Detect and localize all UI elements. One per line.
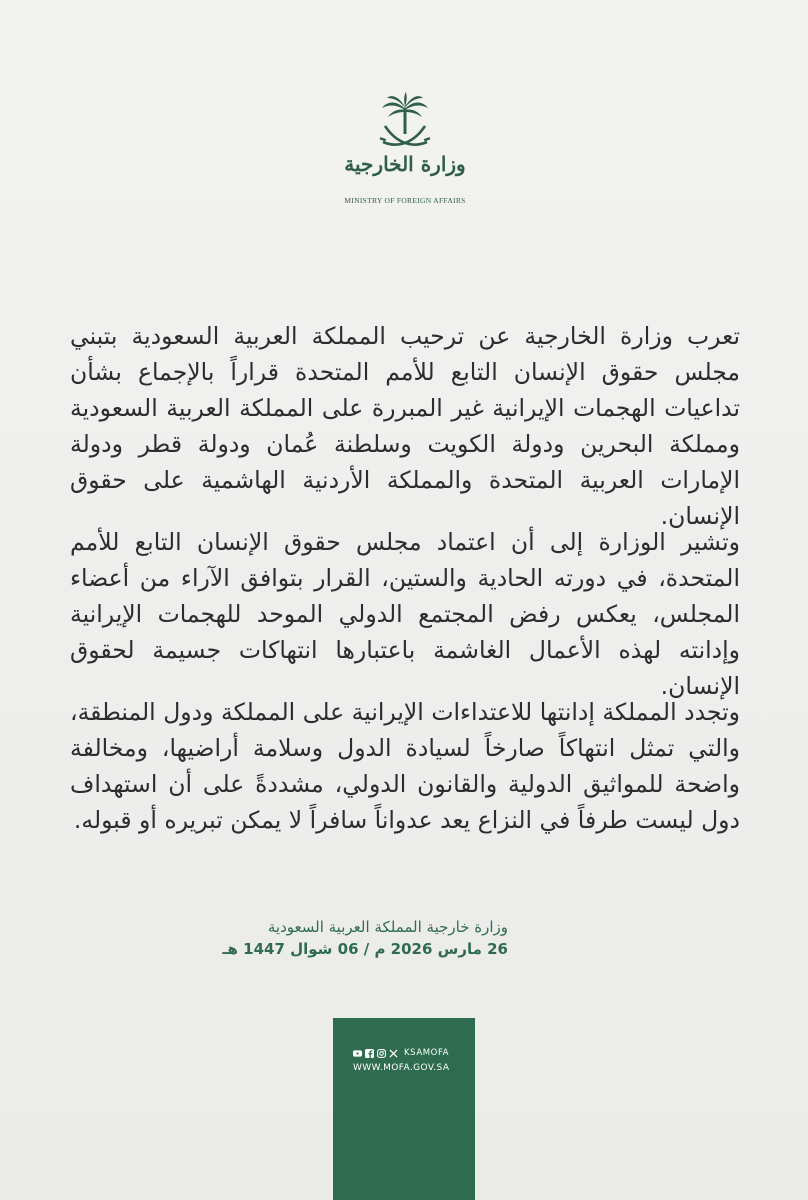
paragraph-1: تعرب وزارة الخارجية عن ترحيب المملكة العربية السعودية بتبني مجلس حقوق الإنسان التابع للأمم المتحدة قراراً بالإجماع بشأن تداعيات الهجمات الإيرانية غير المبررة على المملكة العربية السعودية ومملكة البحرين ودولة الكويت وسلطنة عُمان ودولة قطر ودولة الإمارات العربية المتحدة والمملكة الأردنية الهاشمية على حقوق الإنسان. xyxy=(70,322,740,530)
website-link[interactable]: WWW.MOFA.GOV.SA xyxy=(353,1063,450,1073)
ministry-name-arabic: وزارة الخارجية xyxy=(344,152,466,176)
facebook-icon[interactable] xyxy=(365,1049,374,1058)
paragraph-2: وتشير الوزارة إلى أن اعتماد مجلس حقوق الإنسان التابع للأمم المتحدة، في دورته الحادية والستين، القرار بتوافق الآراء من أعضاء المجلس، يعكس رفض المجتمع الدولي الموحد للهجمات الإيرانية وإدانته لهذه الأعمال الغاشمة باعتبارها انتهاكات جسيمة لحقوق الإنسان. xyxy=(70,528,740,700)
footer-panel xyxy=(333,1018,475,1200)
paragraph-3: وتجدد المملكة إدانتها للاعتداءات الإيرانية على المملكة ودول المنطقة، والتي تمثل انتهاكاً صارخاً لسيادة الدول وسلامة أراضيها، ومخالفة واضحة للمواثيق الدولية والقانون الدولي، مشددةً على أن استهداف دول ليست طرفاً في النزاع يعد عدواناً سافراً لا يمكن تبريره أو قبوله. xyxy=(70,698,740,834)
ministry-name-english: MINISTRY OF FOREIGN AFFAIRS xyxy=(344,196,466,205)
signature-ministry: وزارة خارجية المملكة العربية السعودية xyxy=(267,918,508,936)
emblem-icon xyxy=(375,92,435,156)
youtube-icon[interactable] xyxy=(353,1049,362,1058)
social-handle[interactable]: KSAMOFA xyxy=(404,1048,450,1058)
instagram-icon[interactable] xyxy=(377,1049,386,1058)
signature-date: 26 مارس 2026 م / 06 شوال 1447 هـ xyxy=(222,940,508,958)
x-icon[interactable] xyxy=(389,1049,398,1058)
ministry-logo xyxy=(340,92,470,222)
social-links xyxy=(353,1048,449,1058)
